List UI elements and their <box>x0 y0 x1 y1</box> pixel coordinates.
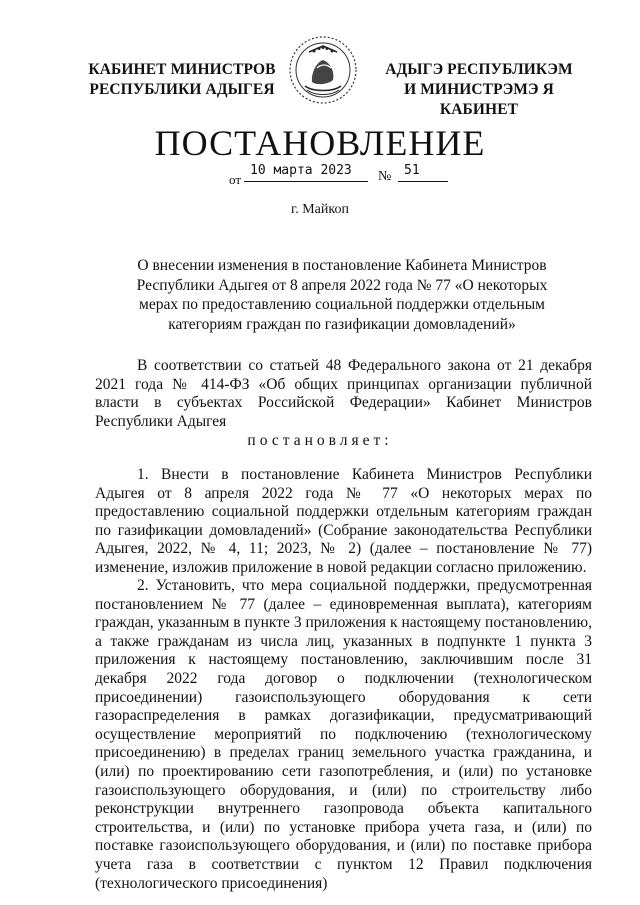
issuer-line-1: КАБИНЕТ МИНИСТРОВ <box>88 61 276 78</box>
coat-of-arms-icon <box>287 34 359 106</box>
clause-1-text: 1. Внести в постановление Кабинета Министров Республики Адыгея от 8 апреля 2022 года № 77 «О некоторых мерах по предоставлению социальной поддержки отдельным категориям граждан по газификации домовладений» (Собрание законодательства Республики Адыгея, 2022, № 4, 11; 2023, № 2) (далее – постановление № 77) изменение, изложив приложение в новой редакции согласно приложению. <box>95 466 592 576</box>
number-sign: № <box>378 169 392 184</box>
document-number: 51 <box>398 162 448 182</box>
issuer-line-1-adyghe: АДЫГЭ РЕСПУБЛИКЭМ <box>385 61 573 78</box>
date-prefix: от <box>229 172 242 187</box>
issuer-line-2-adyghe: И МИНИСТРЭМЭ Я КАБИНЕТ <box>404 81 554 118</box>
issuer-line-2: РЕСПУБЛИКИ АДЫГЕЯ <box>89 81 275 98</box>
date-number-line <box>0 162 640 188</box>
resolves-word: постановляет: <box>247 432 393 449</box>
preamble-text: В соответствии со статьей 48 Федерального закона от 21 декабря 2021 года № 414-ФЗ «Об общих принципах организации публичной власти в субъектах Российской Федерации» Кабинет Министров Республики Адыгея <box>95 357 592 430</box>
issuer-name-russian <box>82 60 282 100</box>
clause-2-text: 2. Установить, что мера социальной поддержки, предусмотренная постановлением № 77 (далее – единовременная выплата), категориям граждан, указанным в пункте 3 приложения к настоящему постановлению, а также гражданам из числа лиц, указанных в подпункте 1 пункта 3 приложения к настоящему постановлению, заключившим после 31 декабря 2022 года договор о подключении (технологическом присоединении) газоиспользующего оборудования к сети газораспределения в рамках догазификации, предусматривающий осуществление мероприятий по подключению (технологическому присоединению) в пределах границ земельного участка гражданина, и (или) по проектированию сети газопотребления, и (или) по установке газоиспользующего оборудования, и (или) по строительству либо реконструкции внутреннего газопровода объекта капитального строительства, и (или) по установке прибора учета газа, и (или) по поставке газоиспользующего оборудования, и (или) по поставке прибора учета газа в соответствии с пунктом 12 Правил подключения (технологического присоединения) <box>95 577 592 892</box>
document-date: 10 марта 2023 <box>244 162 368 182</box>
issuer-name-adyghe <box>374 60 584 120</box>
document-title: ПОСТАНОВЛЕНИЕ <box>154 123 486 163</box>
clause-2 <box>95 577 592 893</box>
city: г. Майкоп <box>291 202 349 217</box>
preamble <box>95 357 592 431</box>
clause-1 <box>95 466 592 578</box>
document-subject: О внесении изменения в постановление Кабинета Министров Республики Адыгея от 8 апреля 2022 года № 77 «О некоторых мерах по предоставлению социальной поддержки отдельным категориям граждан по газификации домовладений» <box>136 257 548 333</box>
